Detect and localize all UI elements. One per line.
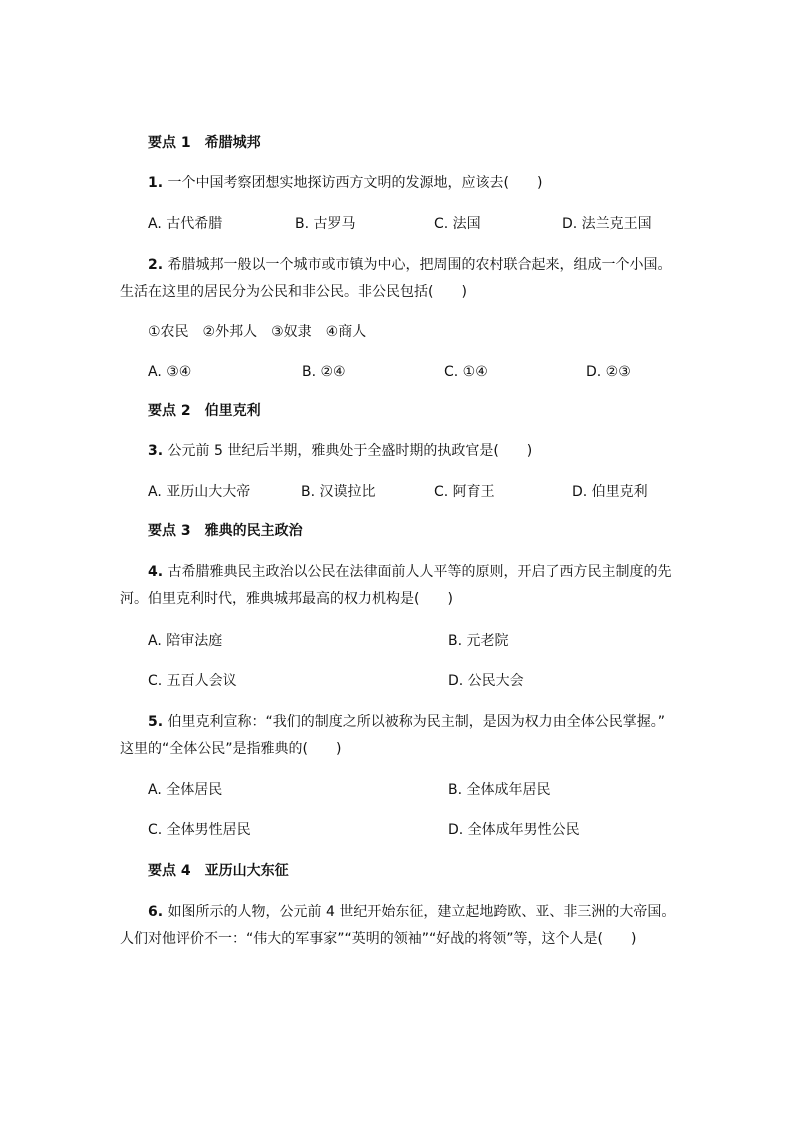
q2-option-c: C. ①④ <box>444 364 488 380</box>
section-title: 希腊城邦 <box>204 135 261 151</box>
q2-items: ①农民 ②外邦人 ③奴隶 ④商人 <box>148 324 367 340</box>
question-text: 希腊城邦一般以一个城市或市镇为中心，把周围的农村联合起来，组成一个小国。 <box>167 257 672 273</box>
q3-option-c: C. 阿育王 <box>434 484 495 500</box>
q1-option-b: B. 古罗马 <box>295 216 356 232</box>
q2-option-b: B. ②④ <box>302 364 346 380</box>
section-title: 亚历山大东征 <box>204 863 289 879</box>
question-text: 古希腊雅典民主政治以公民在法律面前人人平等的原则，开启了西方民主制度的先 <box>167 564 672 580</box>
question-text: 伯里克利宣称：“我们的制度之所以被称为民主制，是因为权力由全体公民掌握。” <box>167 714 666 730</box>
q1-option-c: C. 法国 <box>434 216 481 232</box>
question-3-stem <box>148 441 532 461</box>
question-text-cont: 生活在这里的居民分为公民和非公民。非公民包括( ) <box>120 284 467 300</box>
question-6-stem <box>120 902 680 949</box>
section-title: 伯里克利 <box>204 403 261 419</box>
section-heading-4 <box>148 861 289 881</box>
q2-option-d: D. ②③ <box>586 364 631 380</box>
question-4-stem <box>120 562 680 609</box>
q4-option-d: D. 公民大会 <box>448 673 524 689</box>
q5-option-c: C. 全体男性居民 <box>148 822 251 838</box>
q3-option-d: D. 伯里克利 <box>572 484 648 500</box>
question-text: 如图所示的人物，公元前 4 世纪开始东征，建立起地跨欧、亚、非三洲的大帝国。 <box>167 904 676 920</box>
section-label: 要点 1 <box>148 135 191 151</box>
question-text: 一个中国考察团想实地探访西方文明的发源地，应该去( ) <box>167 175 543 191</box>
question-number: 1. <box>148 175 164 191</box>
question-text: 公元前 5 世纪后半期，雅典处于全盛时期的执政官是( ) <box>167 443 533 459</box>
question-2-stem <box>120 255 680 302</box>
q3-option-b: B. 汉谟拉比 <box>301 484 376 500</box>
q4-option-a: A. 陪审法庭 <box>148 633 223 649</box>
section-heading-3 <box>148 521 303 541</box>
q1-option-a: A. 古代希腊 <box>148 216 223 232</box>
q4-option-c: C. 五百人会议 <box>148 673 237 689</box>
question-number: 3. <box>148 443 164 459</box>
question-1-stem <box>148 173 542 193</box>
q1-option-d: D. 法兰克王国 <box>562 216 652 232</box>
section-label: 要点 2 <box>148 403 191 419</box>
q3-option-a: A. 亚历山大大帝 <box>148 484 251 500</box>
question-5-stem <box>120 712 680 759</box>
question-number: 5. <box>148 714 164 730</box>
question-text-cont: 人们对他评价不一：“伟大的军事家”“英明的领袖”“好战的将领”等，这个人是( ) <box>120 931 637 947</box>
section-heading-2 <box>148 401 261 421</box>
question-text-cont: 这里的“全体公民”是指雅典的( ) <box>120 741 342 757</box>
q5-option-d: D. 全体成年男性公民 <box>448 822 580 838</box>
section-label: 要点 3 <box>148 523 191 539</box>
q4-option-b: B. 元老院 <box>448 633 509 649</box>
question-number: 4. <box>148 564 164 580</box>
q5-option-b: B. 全体成年居民 <box>448 782 551 798</box>
question-number: 2. <box>148 257 164 273</box>
section-title: 雅典的民主政治 <box>204 523 303 539</box>
question-number: 6. <box>148 904 164 920</box>
question-text-cont: 河。伯里克利时代，雅典城邦最高的权力机构是( ) <box>120 591 453 607</box>
section-heading-1 <box>148 133 261 153</box>
section-label: 要点 4 <box>148 863 191 879</box>
q2-option-a: A. ③④ <box>148 364 192 380</box>
q5-option-a: A. 全体居民 <box>148 782 223 798</box>
